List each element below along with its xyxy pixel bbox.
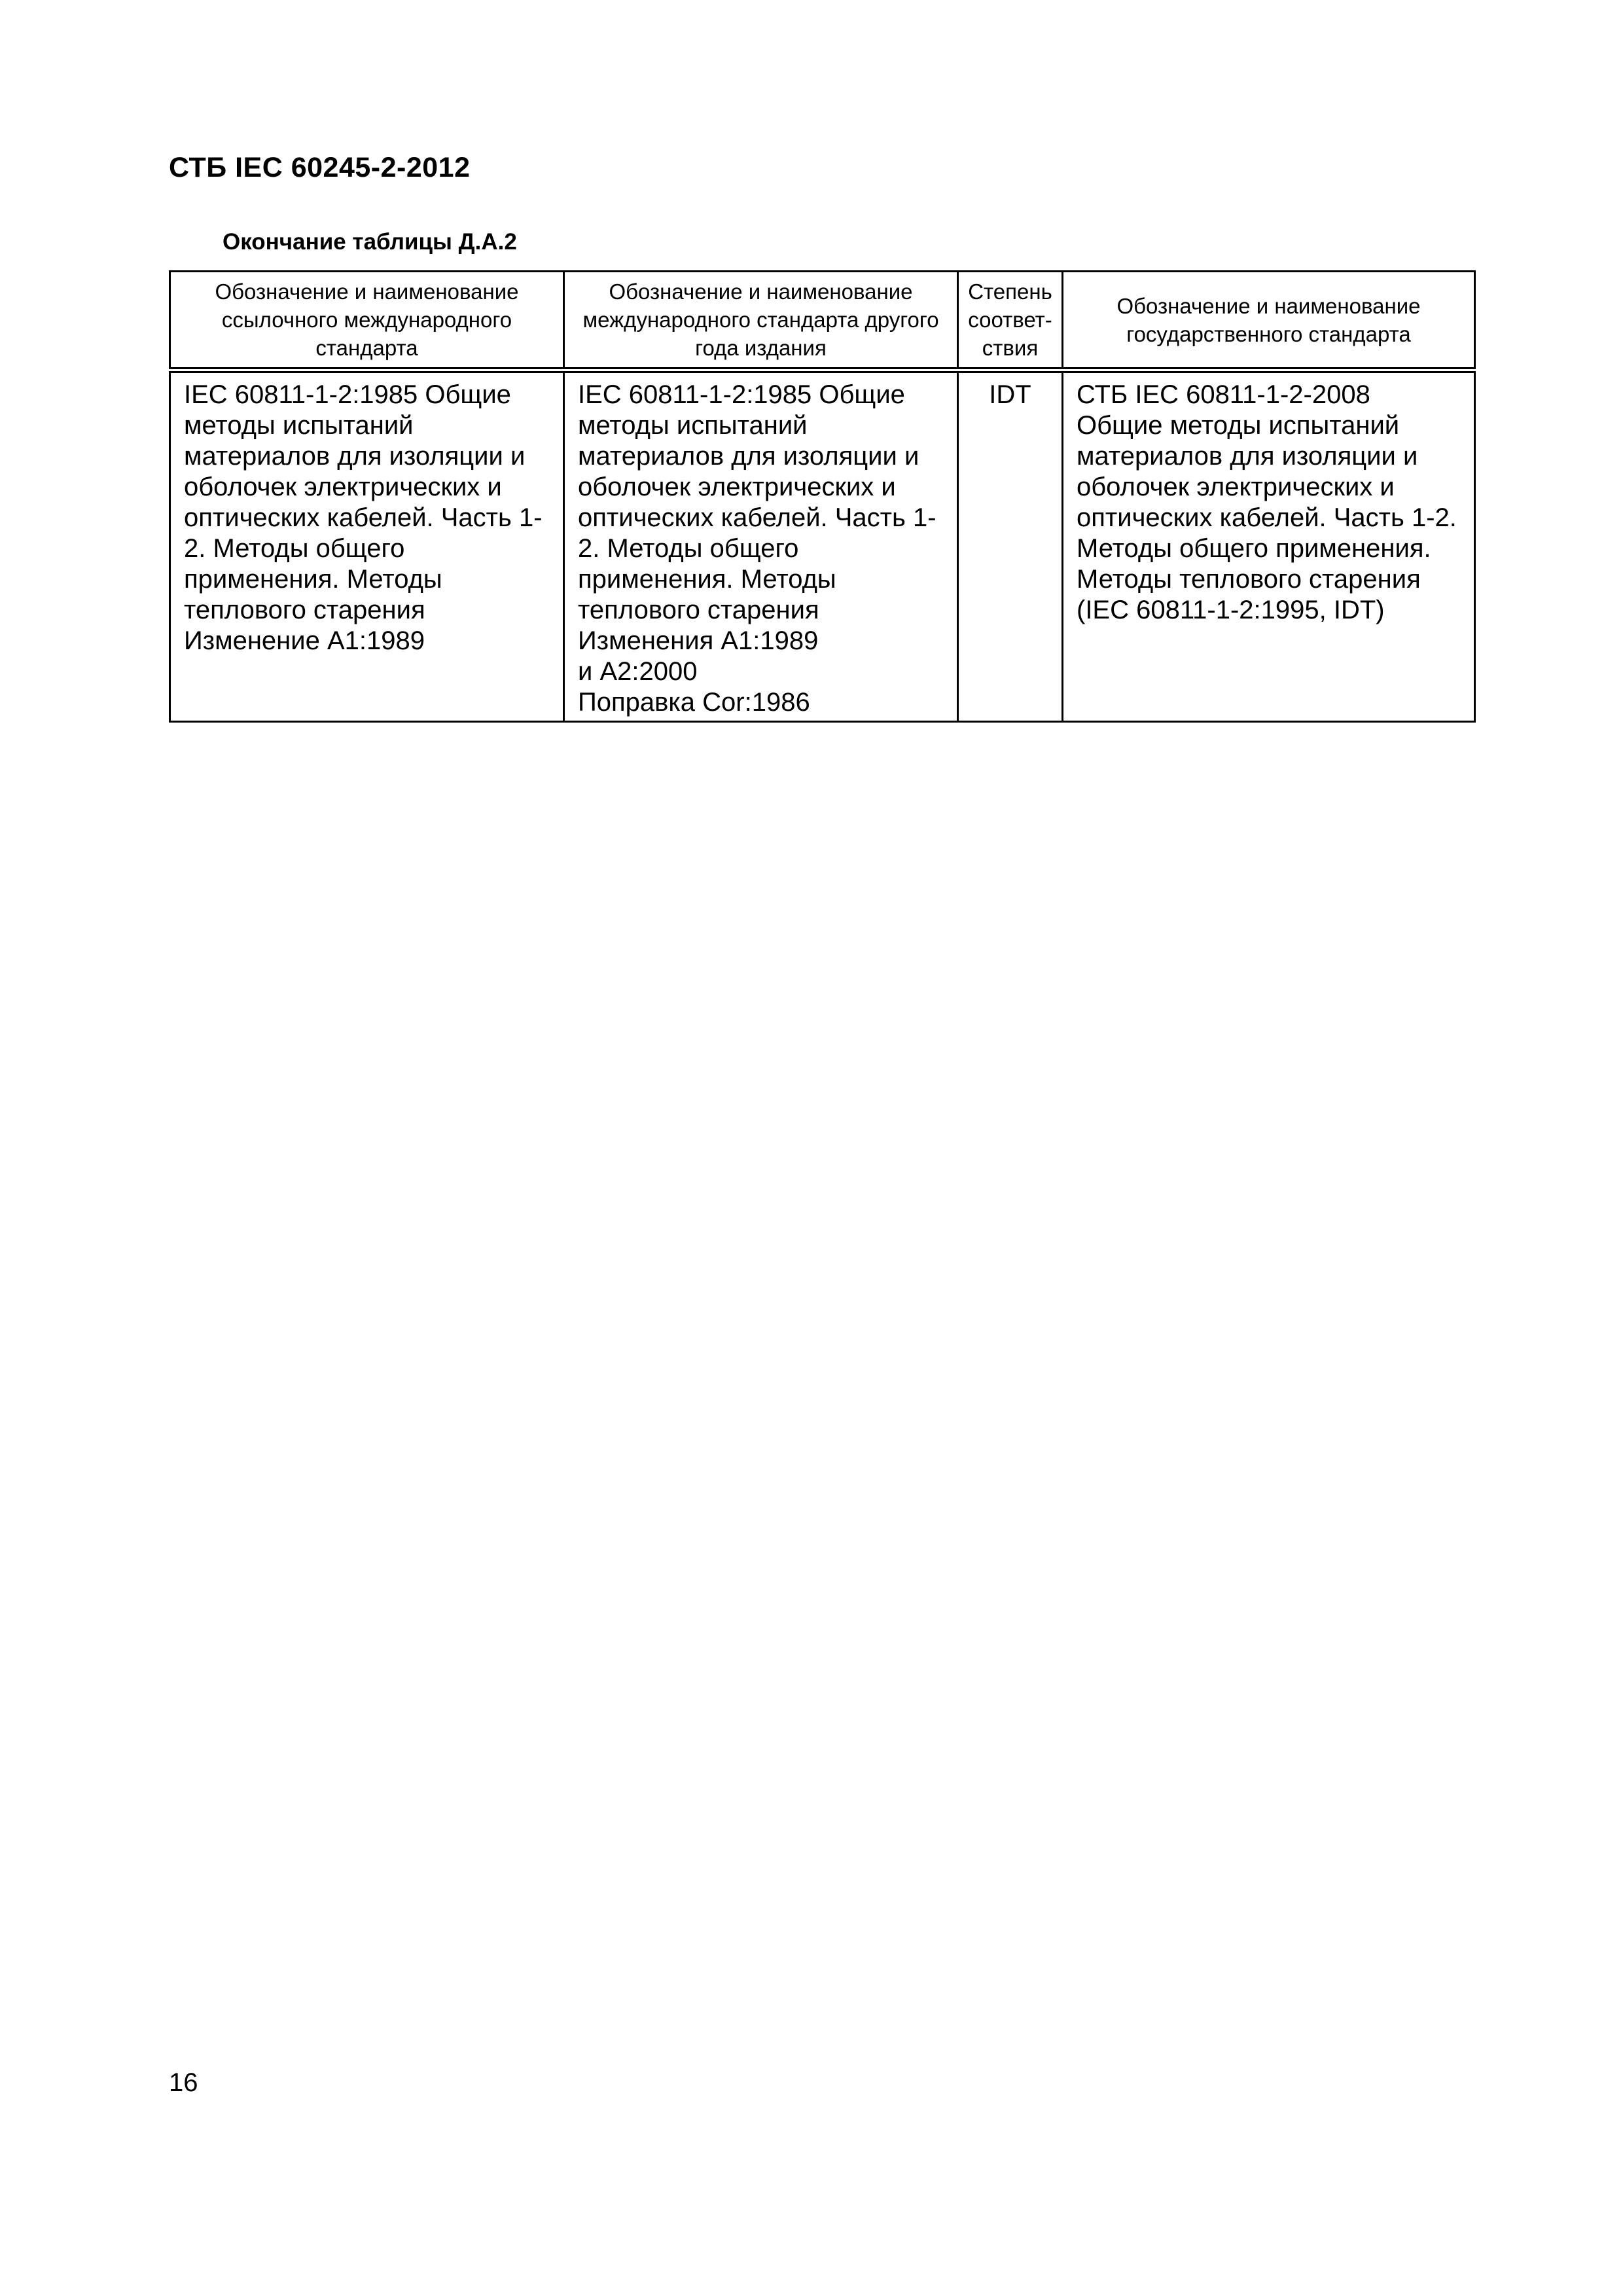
cell-other-year-standard	[564, 370, 958, 722]
table-row	[170, 370, 1475, 722]
table-header-row	[170, 272, 1475, 370]
ref-standard-amendment: Изменение A1:1989	[184, 626, 425, 655]
other-year-amendments-2: и A2:2000	[578, 657, 698, 686]
other-year-standard-text: IEC 60811-1-2:1985 Общие методы испытаний материалов для изоляции и оболочек электрических и оптических кабелей. Часть 1-2. Методы общего применения. Методы теплового старения	[578, 380, 936, 624]
column-header-other-year-standard: Обозначение и наименование международного стандарта другого года издания	[564, 272, 958, 370]
column-header-ref-standard: Обозначение и наименование ссылочного международного стандарта	[170, 272, 564, 370]
degree-value: IDT	[989, 380, 1031, 409]
ref-standard-text: IEC 60811-1-2:1985 Общие методы испытаний материалов для изоляции и оболочек электрических и оптических кабелей. Часть 1-2. Методы общего применения. Методы теплового старения	[184, 380, 543, 624]
cell-degree	[958, 370, 1063, 722]
state-standard-text: СТБ IEC 60811-1-2-2008 Общие методы испытаний материалов для изоляции и оболочек электрических и оптических кабелей. Часть 1-2. Методы общего применения. Методы теплового старения	[1077, 380, 1457, 594]
table-caption: Окончание таблицы Д.А.2	[223, 229, 517, 255]
column-header-state-standard: Обозначение и наименование государственного стандарта	[1063, 272, 1475, 370]
document-code: СТБ IEC 60245-2-2012	[169, 152, 471, 183]
page-number: 16	[169, 2068, 198, 2097]
other-year-amendments: Изменения A1:1989	[578, 626, 819, 655]
column-header-degree: Степень соответ-ствия	[958, 272, 1063, 370]
state-standard-ref: (IEC 60811-1-2:1995, IDT)	[1077, 596, 1385, 624]
cell-ref-standard	[170, 370, 564, 722]
cell-state-standard	[1063, 370, 1475, 722]
standards-table	[169, 270, 1476, 723]
other-year-correction: Поправка Cor:1986	[578, 688, 810, 717]
